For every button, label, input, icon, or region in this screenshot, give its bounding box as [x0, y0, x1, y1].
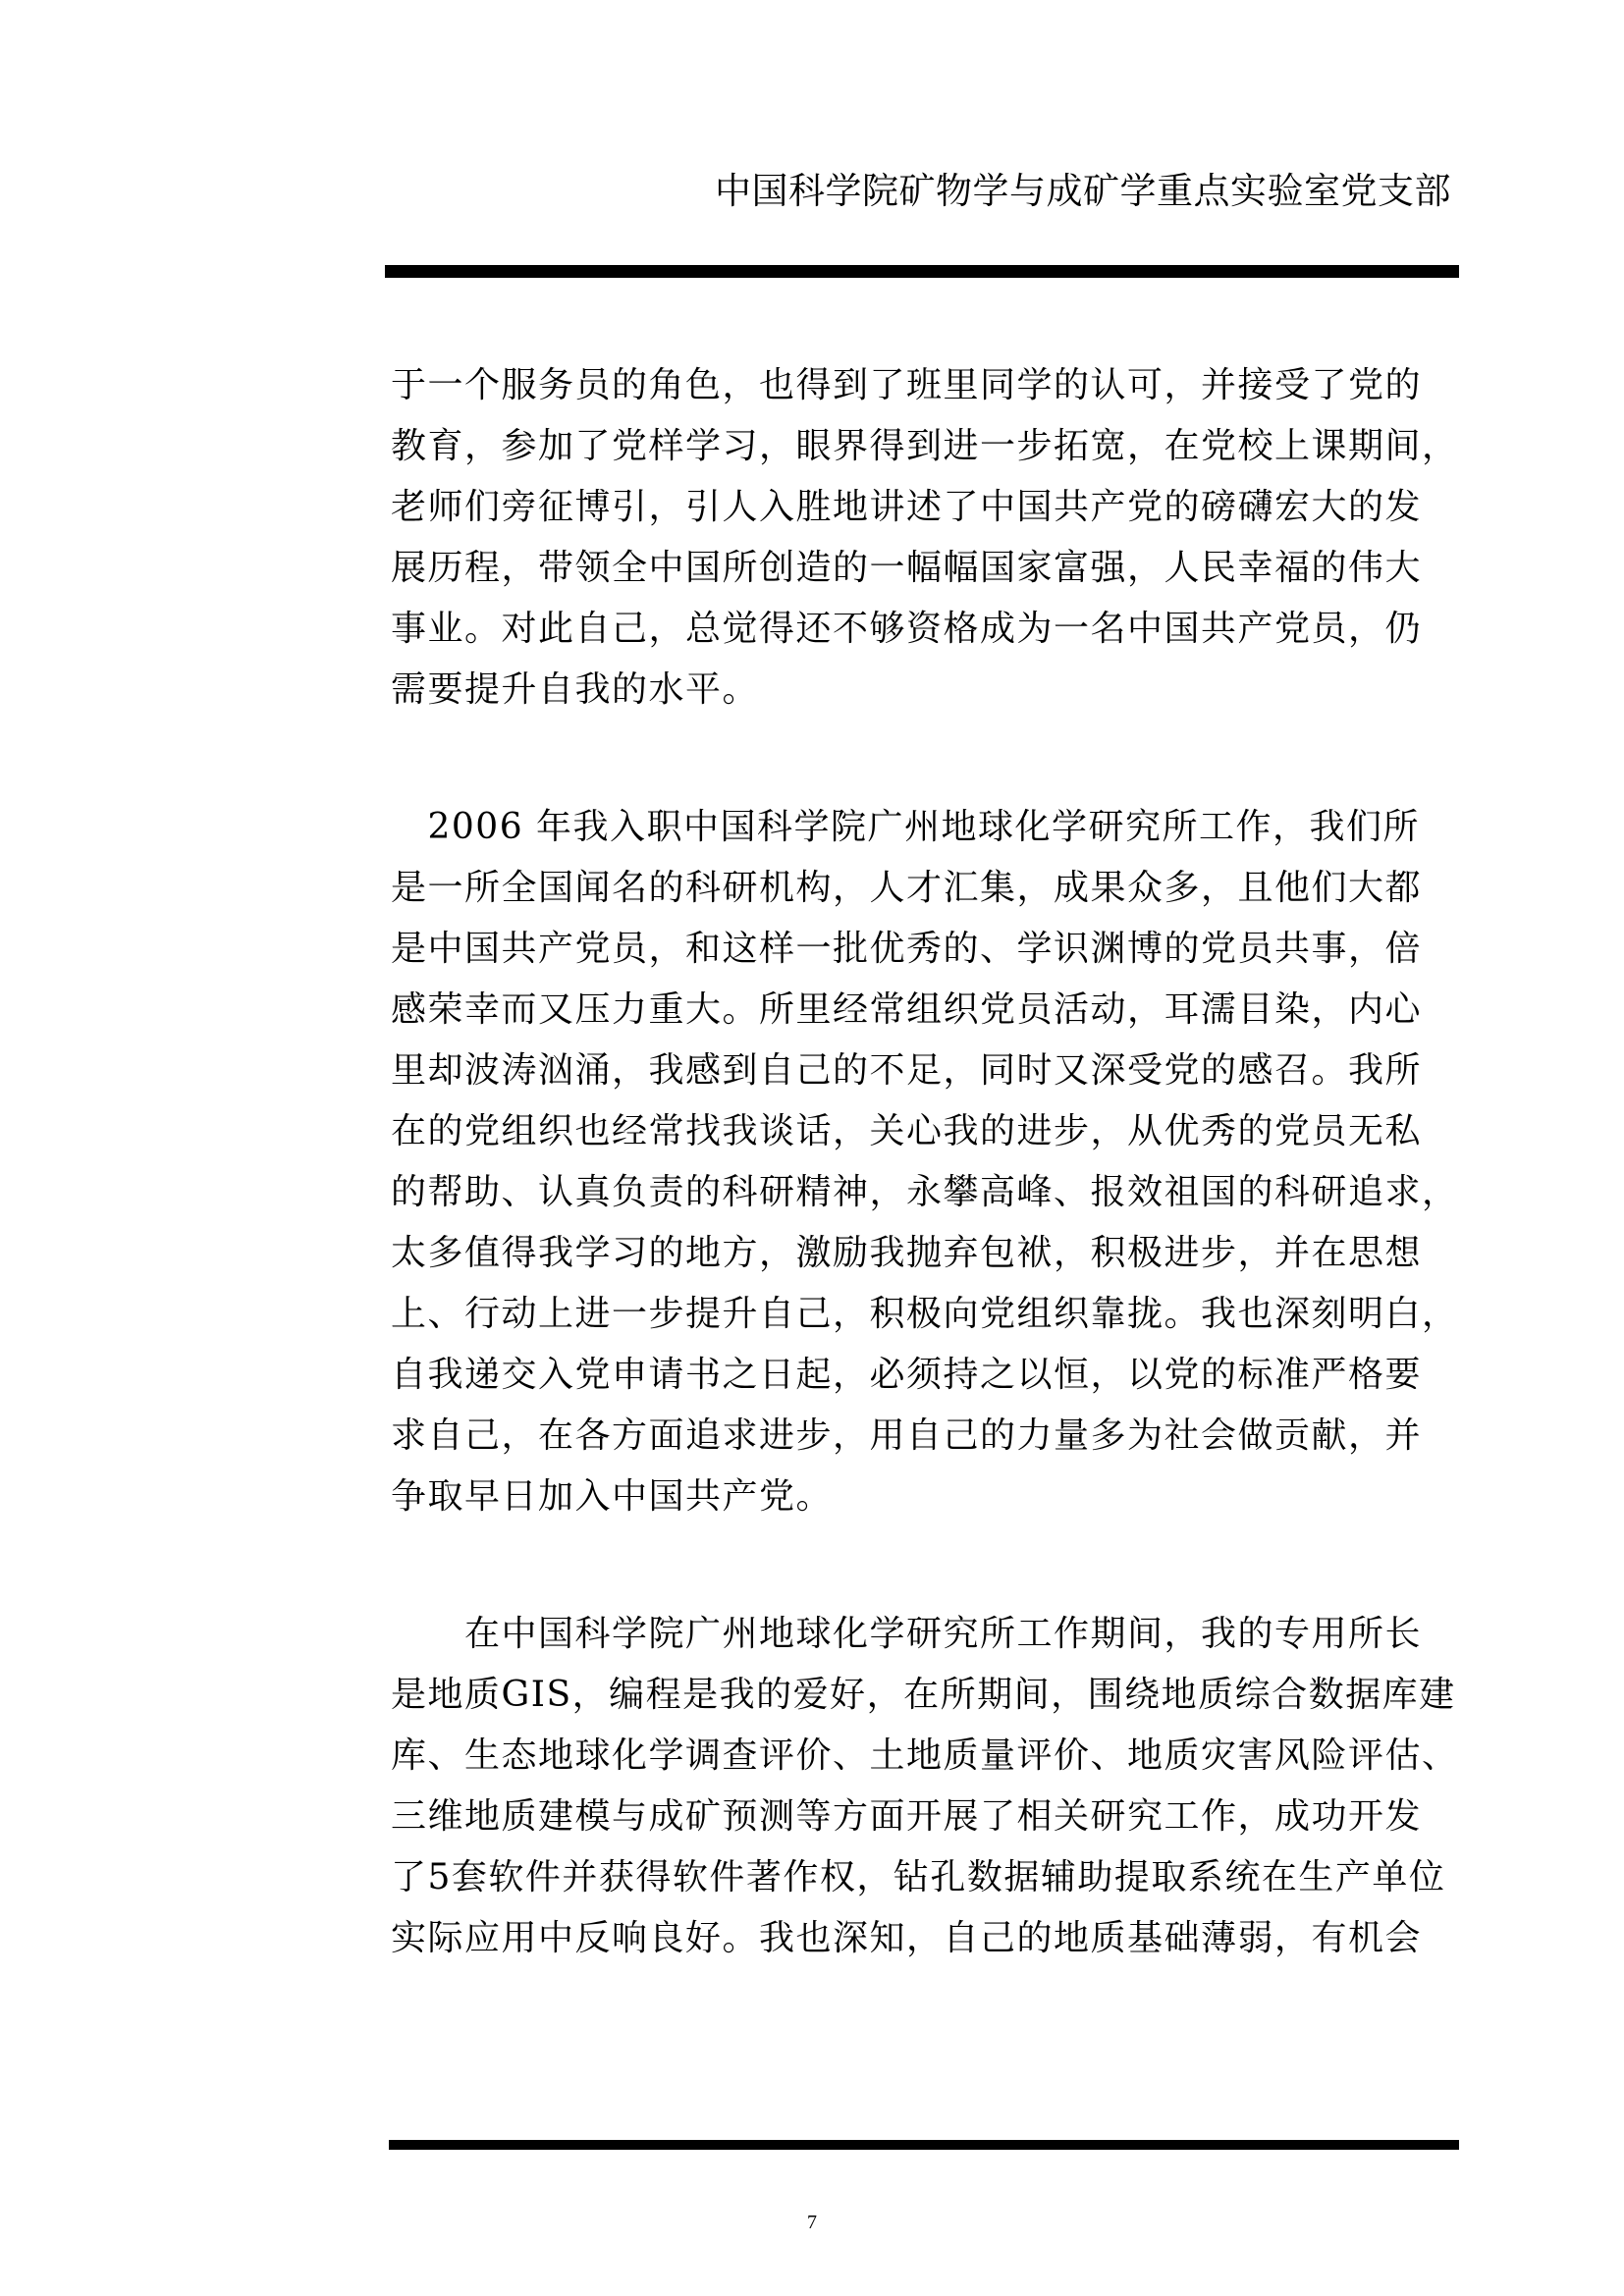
- paragraph-3: [391, 1604, 1490, 1969]
- page-number: 7: [807, 2212, 817, 2233]
- text-line: 上、行动上进一步提升自己，积极向党组织靠拢。我也深刻明白，: [391, 1294, 1459, 1334]
- text-line: 是一所全国闻名的科研机构，人才汇集，成果众多，且他们大都: [391, 868, 1423, 908]
- text-line: 感荣幸而又压力重大。所里经常组织党员活动，耳濡目染，内心: [391, 989, 1423, 1030]
- text-line: 是中国共产党员，和这样一批优秀的、学识渊博的党员共事，倍: [391, 929, 1423, 969]
- paragraph-2: [391, 797, 1490, 1527]
- text-line: 了5套软件并获得软件著作权，钻孔数据辅助提取系统在生产单位: [391, 1857, 1446, 1897]
- footer-rule: [389, 2140, 1459, 2150]
- header-rule: [385, 265, 1459, 278]
- text-line: 老师们旁征博引，引人入胜地讲述了中国共产党的磅礴宏大的发: [391, 487, 1423, 527]
- text-line: 事业。对此自己，总觉得还不够资格成为一名中国共产党员，仍: [391, 609, 1423, 649]
- text-line: 太多值得我学习的地方，激励我抛弃包袱，积极进步，并在思想: [391, 1233, 1423, 1273]
- text-line: 在的党组织也经常找我谈话，关心我的进步，从优秀的党员无私: [391, 1111, 1423, 1151]
- text-line: 里却波涛汹涌，我感到自己的不足，同时又深受党的感召。我所: [391, 1050, 1423, 1091]
- text-line: 在中国科学院广州地球化学研究所工作期间，我的专用所长: [391, 1614, 1423, 1654]
- text-line: 的帮助、认真负责的科研精神，永攀高峰、报效祖国的科研追求，: [391, 1172, 1459, 1212]
- text-line: 三维地质建模与成矿预测等方面开展了相关研究工作，成功开发: [391, 1796, 1423, 1837]
- text-line: 自我递交入党申请书之日起，必须持之以恒，以党的标准严格要: [391, 1355, 1423, 1395]
- text-line: 于一个服务员的角色，也得到了班里同学的认可，并接受了党的: [391, 365, 1423, 405]
- text-line: 争取早日加入中国共产党。: [391, 1476, 834, 1517]
- text-line: 展历程，带领全中国所创造的一幅幅国家富强，人民幸福的伟大: [391, 548, 1423, 588]
- body-text: [391, 355, 1490, 1969]
- text-line: 需要提升自我的水平。: [391, 669, 760, 710]
- text-line: 实际应用中反响良好。我也深知，自己的地质基础薄弱，有机会: [391, 1918, 1423, 1958]
- text-line: 求自己，在各方面追求进步，用自己的力量多为社会做贡献，并: [391, 1415, 1423, 1456]
- text-line: 库、生态地球化学调查评价、土地质量评价、地质灾害风险评估、: [391, 1735, 1459, 1776]
- page-header-title: 中国科学院矿物学与成矿学重点实验室党支部: [715, 170, 1451, 212]
- text-line: 是地质GIS，编程是我的爱好，在所期间，围绕地质综合数据库建: [391, 1675, 1456, 1715]
- paragraph-1: [391, 355, 1490, 721]
- text-line: 2006 年我入职中国科学院广州地球化学研究所工作，我们所: [391, 807, 1421, 847]
- text-line: 教育，参加了党样学习，眼界得到进一步拓宽，在党校上课期间，: [391, 426, 1459, 466]
- paragraph-spacer: [391, 721, 1490, 797]
- paragraph-spacer: [391, 1527, 1490, 1604]
